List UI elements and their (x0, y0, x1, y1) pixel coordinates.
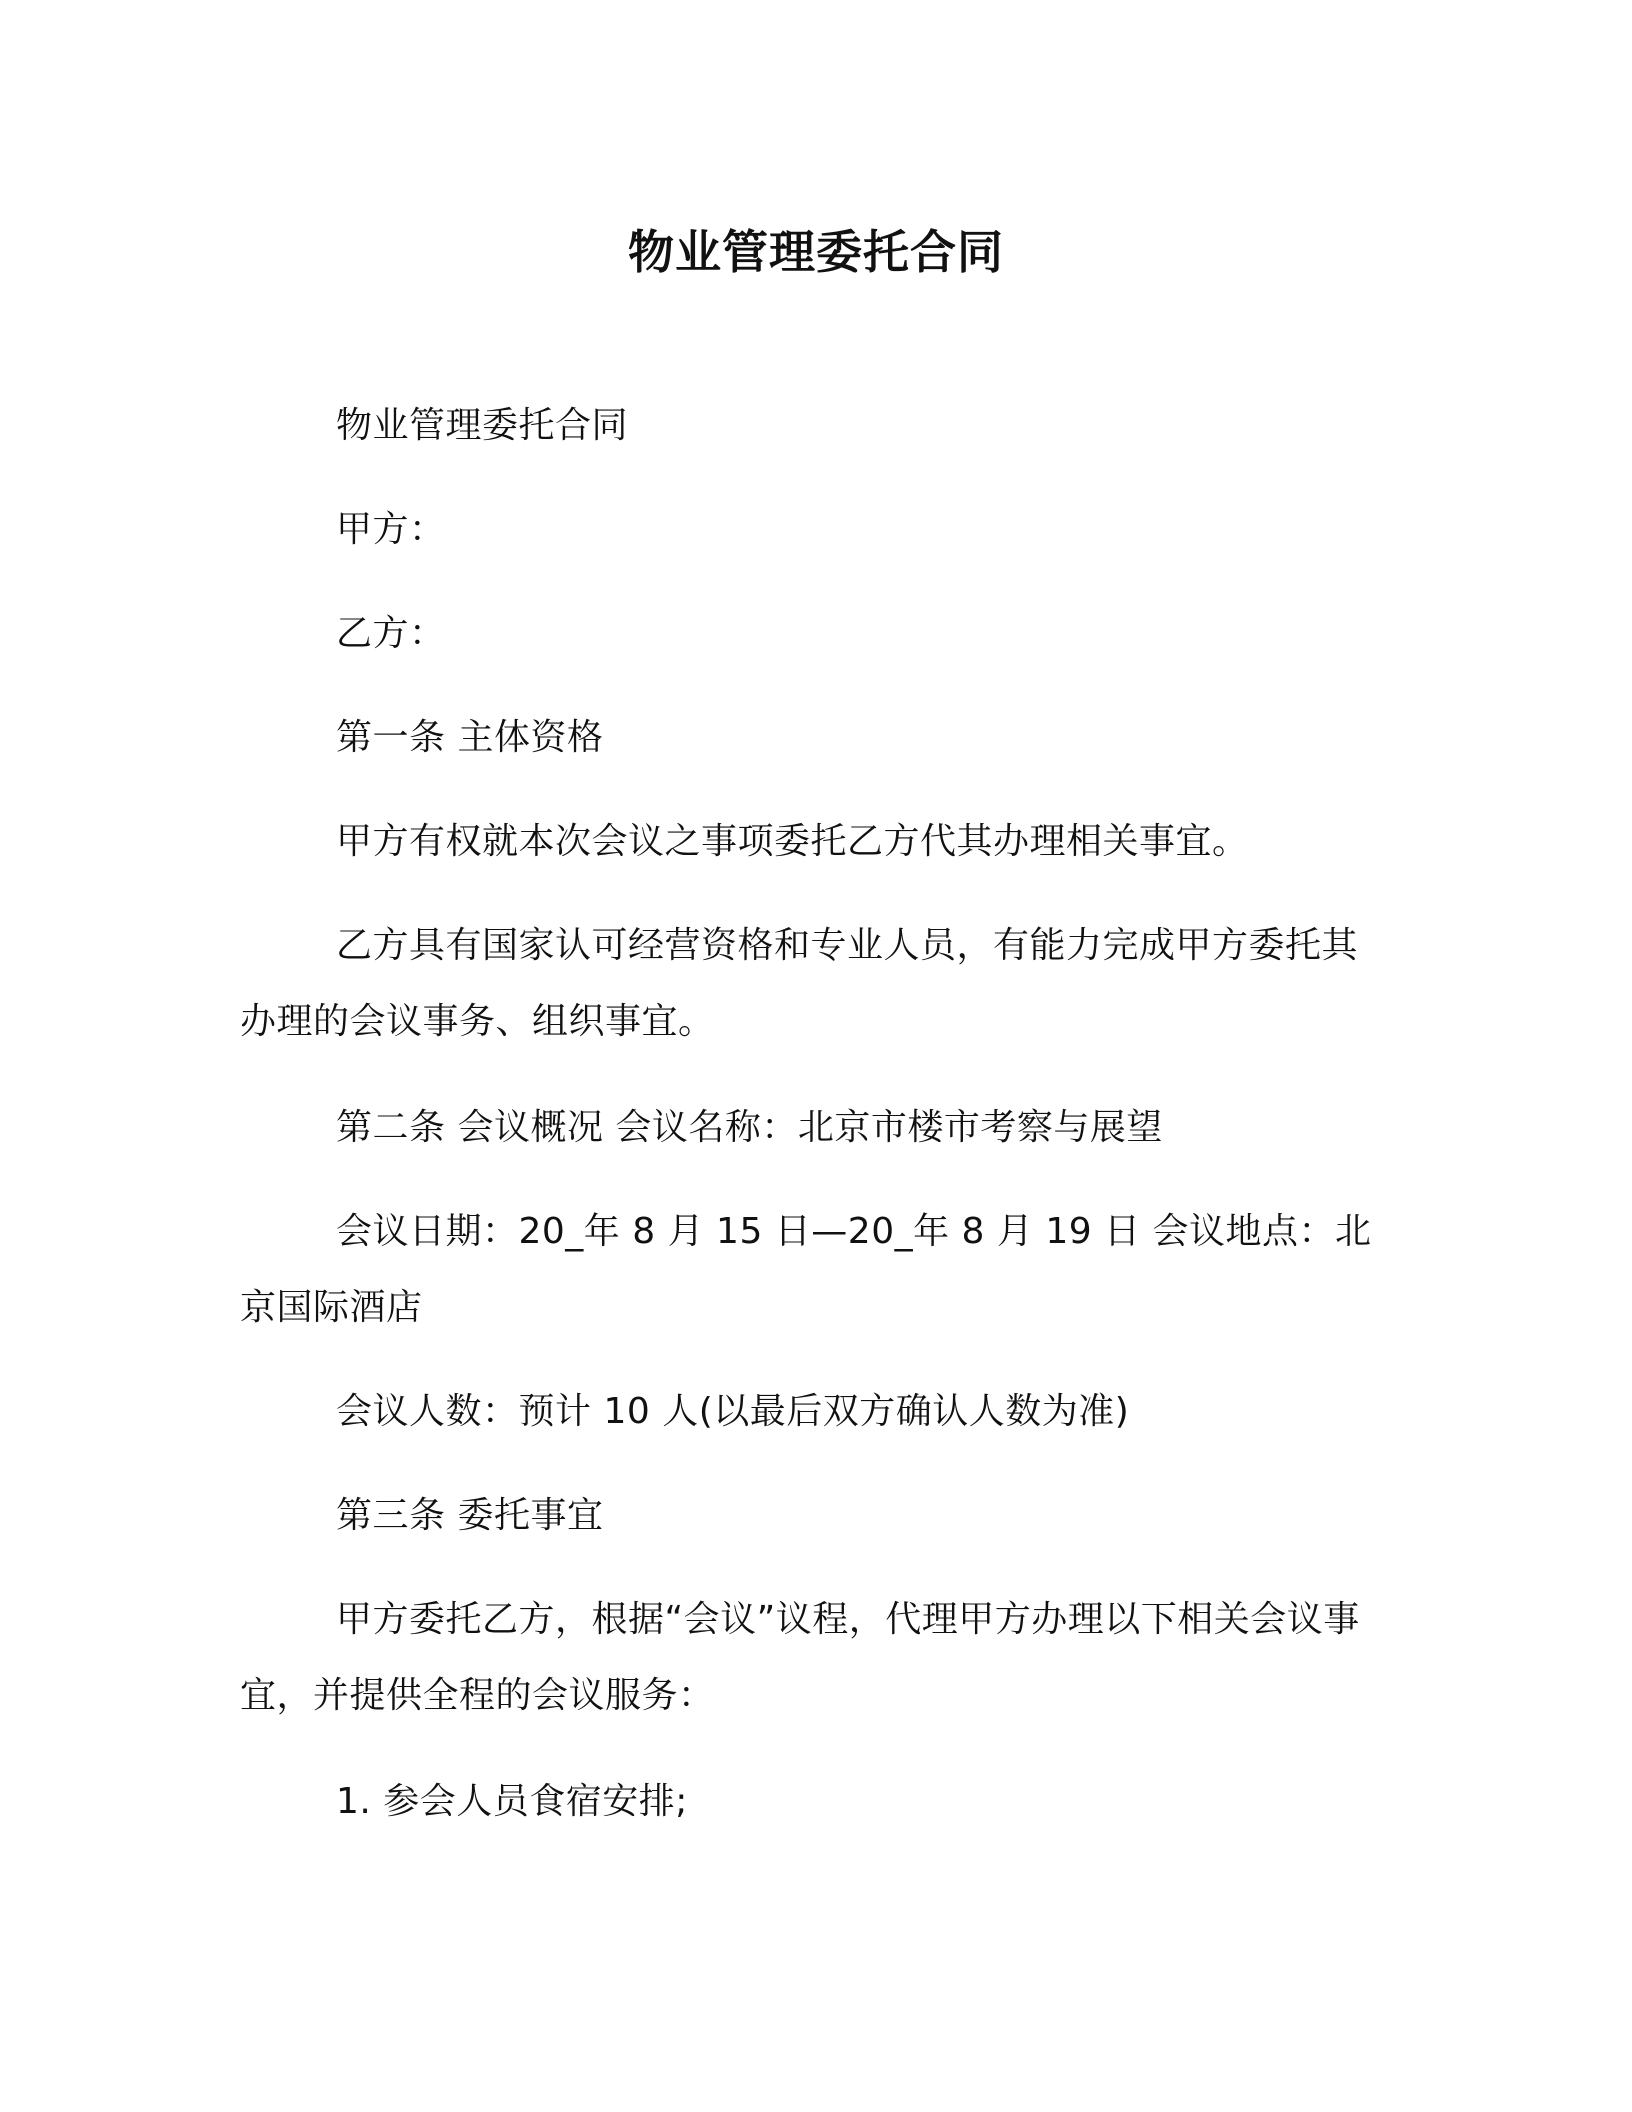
paragraph-meeting-count: 会议人数：预计 10 人(以最后双方确认人数为准) (336, 1391, 1130, 1432)
paragraph-article-1: 第一条 主体资格 (336, 717, 604, 758)
paragraph-party-a: 甲方： (336, 509, 446, 550)
paragraph-article-2: 第二条 会议概况 会议名称：北京市楼市考察与展望 (336, 1107, 1163, 1148)
paragraph-article-3-text: 甲方委托乙方，根据“会议”议程，代理甲方办理以下相关会议事宜，并提供全程的会议服务： (240, 1599, 1360, 1716)
paragraph-article-3: 第三条 委托事宜 (336, 1495, 604, 1536)
document-title: 物业管理委托合同 (628, 225, 1004, 279)
paragraph-meeting-date: 会议日期：20_年 8 月 15 日—20_年 8 月 19 日 会议地点：北京国际酒店 (240, 1211, 1372, 1328)
paragraph-heading: 物业管理委托合同 (336, 405, 629, 446)
paragraph-party-b: 乙方： (336, 613, 446, 654)
paragraph-article-1-text-b: 乙方具有国家认可经营资格和专业人员，有能力完成甲方委托其办理的会议事务、组织事宜。 (240, 925, 1359, 1042)
paragraph-list-item-1: 1. 参会人员食宿安排; (336, 1781, 688, 1822)
paragraph-article-1-text-a: 甲方有权就本次会议之事项委托乙方代其办理相关事宜。 (336, 821, 1249, 862)
